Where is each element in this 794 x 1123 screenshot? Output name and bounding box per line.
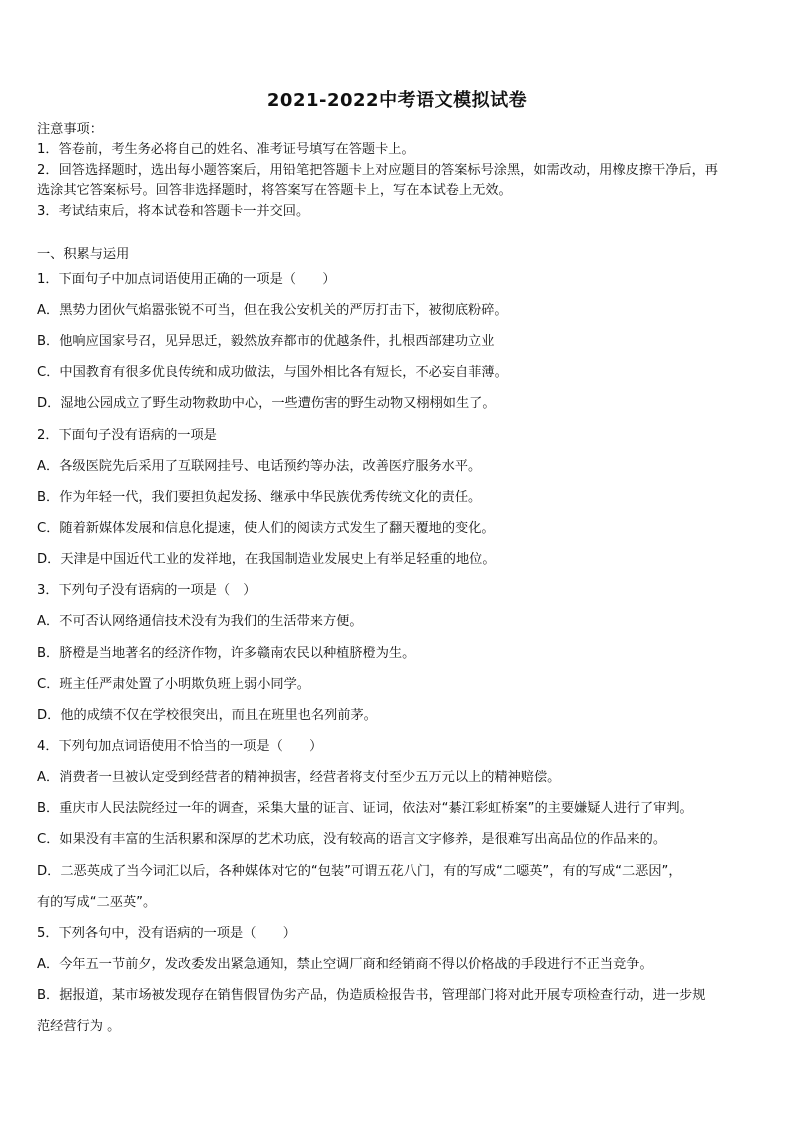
q2-option-a: A．各级医院先后采用了互联网挂号、电话预约等办法，改善医疗服务水平。 [37, 459, 482, 474]
q3-option-c: C．班主任严肃处置了小明欺负班上弱小同学。 [37, 677, 310, 692]
q2-stem: 2．下面句子没有语病的一项是 [37, 428, 217, 443]
q2-option-b: B．作为年轻一代，我们要担负起发扬、继承中华民族优秀传统文化的责任。 [37, 490, 482, 505]
q1-option-b: B．他响应国家号召，见异思迁，毅然放弃都市的优越条件，扎根西部建功立业 [37, 334, 495, 349]
q2-option-c: C．随着新媒体发展和信息化提速，使人们的阅读方式发生了翻天覆地的变化。 [37, 521, 495, 536]
notice-item-3: 3．考试结束后，将本试卷和答题卡一并交回。 [37, 204, 310, 219]
q3-option-b: B．脐橙是当地著名的经济作物，许多赣南农民以种植脐橙为生。 [37, 646, 416, 661]
q1-option-d: D．湿地公园成立了野生动物救助中心，一些遭伤害的野生动物又栩栩如生了。 [37, 396, 496, 411]
q5-option-b: B．据报道，某市场被发现存在销售假冒伪劣产品，伪造质检报告书，管理部门将对此开展专项检查行动，进一步规 [37, 988, 706, 1003]
q4-option-d-cont: 有的写成“二巫英”。 [37, 895, 157, 910]
q3-stem: 3．下列句子没有语病的一项是（ ） [37, 583, 257, 598]
q1-option-c: C．中国教育有很多优良传统和成功做法，与国外相比各有短长，不必妄自菲薄。 [37, 365, 508, 380]
q4-option-b: B．重庆市人民法院经过一年的调查，采集大量的证言、证词，依法对“綦江彩虹桥案”的主要嫌疑人进行了审判。 [37, 801, 693, 816]
exam-title: 2021-2022中考语文模拟试卷 [266, 90, 528, 111]
q1-option-a: A．黑势力团伙气焰嚣张锐不可当，但在我公安机关的严厉打击下，被彻底粉碎。 [37, 303, 508, 318]
q4-option-c: C．如果没有丰富的生活积累和深厚的艺术功底，没有较高的语言文字修养，是很难写出高品位的作品来的。 [37, 832, 667, 847]
q3-option-d: D．他的成绩不仅在学校很突出，而且在班里也名列前茅。 [37, 708, 377, 723]
q2-option-d: D．天津是中国近代工业的发祥地，在我国制造业发展史上有举足轻重的地位。 [37, 552, 496, 567]
q1-stem: 1．下面句子中加点词语使用正确的一项是（ ） [37, 272, 336, 287]
q3-option-a: A．不可否认网络通信技术没有为我们的生活带来方便。 [37, 614, 363, 629]
notice-item-2-cont: 选涂其它答案标号。回答非选择题时，将答案写在答题卡上，写在本试卷上无效。 [37, 183, 512, 198]
q4-option-a: A．消费者一旦被认定受到经营者的精神损害，经营者将支付至少五万元以上的精神赔偿。 [37, 770, 561, 785]
section-heading: 一、积累与运用 [37, 247, 130, 262]
notice-item-1: 1．答卷前，考生务必将自己的姓名、准考证号填写在答题卡上。 [37, 142, 415, 157]
q5-option-b-cont: 范经营行为 。 [37, 1019, 121, 1034]
notice-item-2: 2．回答选择题时，选出每小题答案后，用铅笔把答题卡上对应题目的答案标号涂黑，如需改动，用橡皮擦干净后，再 [37, 163, 718, 178]
q5-option-a: A．今年五一节前夕，发改委发出紧急通知，禁止空调厂商和经销商不得以价格战的手段进行不正当竞争。 [37, 957, 653, 972]
q4-stem: 4．下列句加点词语使用不恰当的一项是（ ） [37, 739, 323, 754]
q5-stem: 5．下列各句中，没有语病的一项是（ ） [37, 926, 296, 941]
notice-heading: 注意事项： [37, 122, 103, 137]
q4-option-d: D．二恶英成了当今词汇以后，各种媒体对它的“包装”可谓五花八门，有的写成“二噁英”，有的写成“二恶因”， [37, 864, 682, 879]
